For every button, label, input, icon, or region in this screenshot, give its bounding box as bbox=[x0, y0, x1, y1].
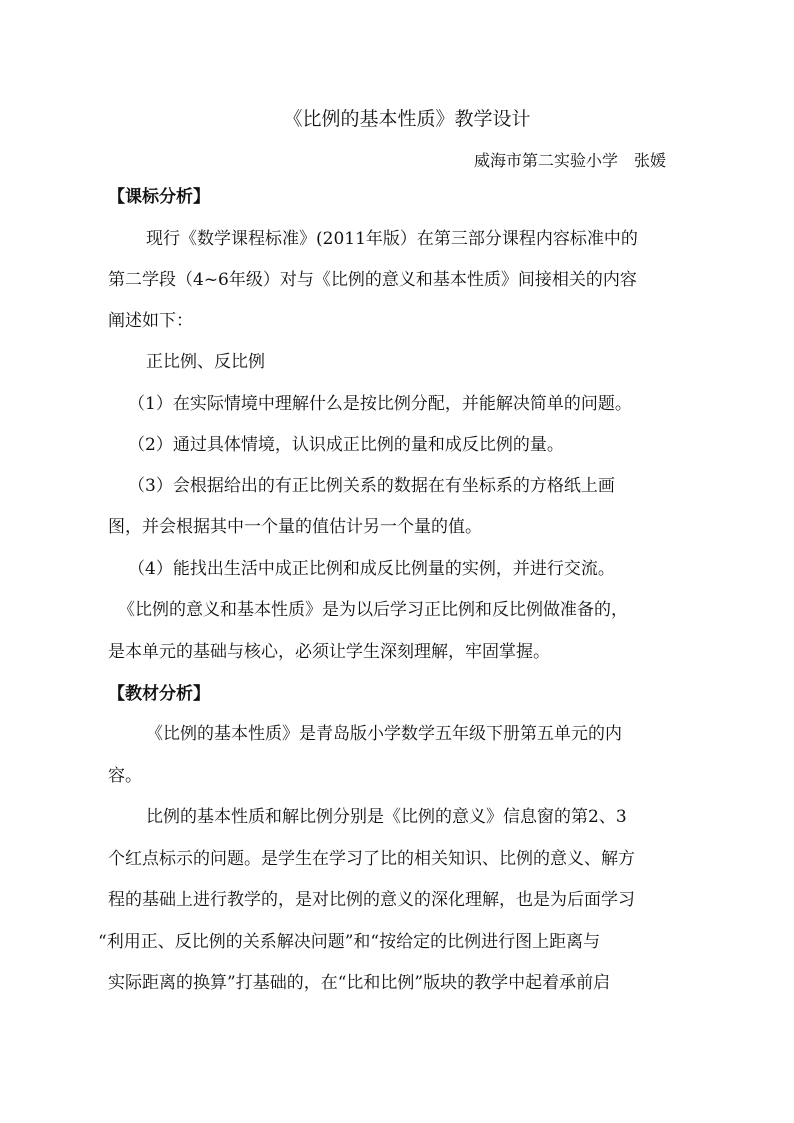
paragraph-line: 阐述如下： bbox=[108, 311, 193, 331]
paragraph-line: 容。 bbox=[108, 766, 142, 786]
list-item: （3）会根据给出的有正比例关系的数据在有坐标系的方格纸上画 bbox=[128, 476, 615, 496]
paragraph-line: 程的基础上进行教学的，是对比例的意义的深化理解，也是为后面学习 bbox=[108, 890, 635, 910]
subheading-line: 正比例、反比例 bbox=[146, 352, 265, 372]
list-item: （2）通过具体情境，认识成正比例的量和成反比例的量。 bbox=[128, 435, 564, 455]
author-line: 威海市第二实验小学 张媛 bbox=[474, 151, 667, 170]
paragraph-line: 《比例的基本性质》是青岛版小学数学五年级下册第五单元的内 bbox=[146, 724, 622, 744]
section-heading-textbook: 【教材分析】 bbox=[108, 684, 210, 704]
paragraph-line: 比例的基本性质和解比例分别是《比例的意义》信息窗的第2、3 bbox=[146, 807, 627, 827]
paragraph-line: 《比例的意义和基本性质》是为以后学习正比例和反比例做准备的， bbox=[118, 600, 628, 620]
list-item: （4）能找出生活中成正比例和成反比例量的实例，并进行交流。 bbox=[128, 559, 615, 579]
paragraph-line: 是本单元的基础与核心，必须让学生深刻理解，牢固掌握。 bbox=[108, 642, 550, 662]
section-heading-curriculum: 【课标分析】 bbox=[108, 187, 210, 207]
list-item: （1）在实际情境中理解什么是按比例分配，并能解决简单的问题。 bbox=[128, 394, 632, 414]
paragraph-line: 实际距离的换算”打基础的，在“比和比例”版块的教学中起着承前启 bbox=[108, 973, 611, 993]
paragraph-line: 第二学段（4~6年级）对与《比例的意义和基本性质》间接相关的内容 bbox=[108, 270, 637, 290]
list-item-continuation: 图，并会根据其中一个量的值估计另一个量的值。 bbox=[108, 517, 482, 537]
document-title: 《比例的基本性质》教学设计 bbox=[283, 108, 531, 130]
paragraph-line: 现行《数学课程标准》(2011年版）在第三部分课程内容标准中的 bbox=[146, 229, 638, 249]
paragraph-line: 个红点标示的问题。是学生在学习了比的相关知识、比例的意义、解方 bbox=[108, 849, 635, 869]
paragraph-line: “利用正、反比例的关系解决问题”和“按给定的比例进行图上距离与 bbox=[98, 932, 601, 952]
